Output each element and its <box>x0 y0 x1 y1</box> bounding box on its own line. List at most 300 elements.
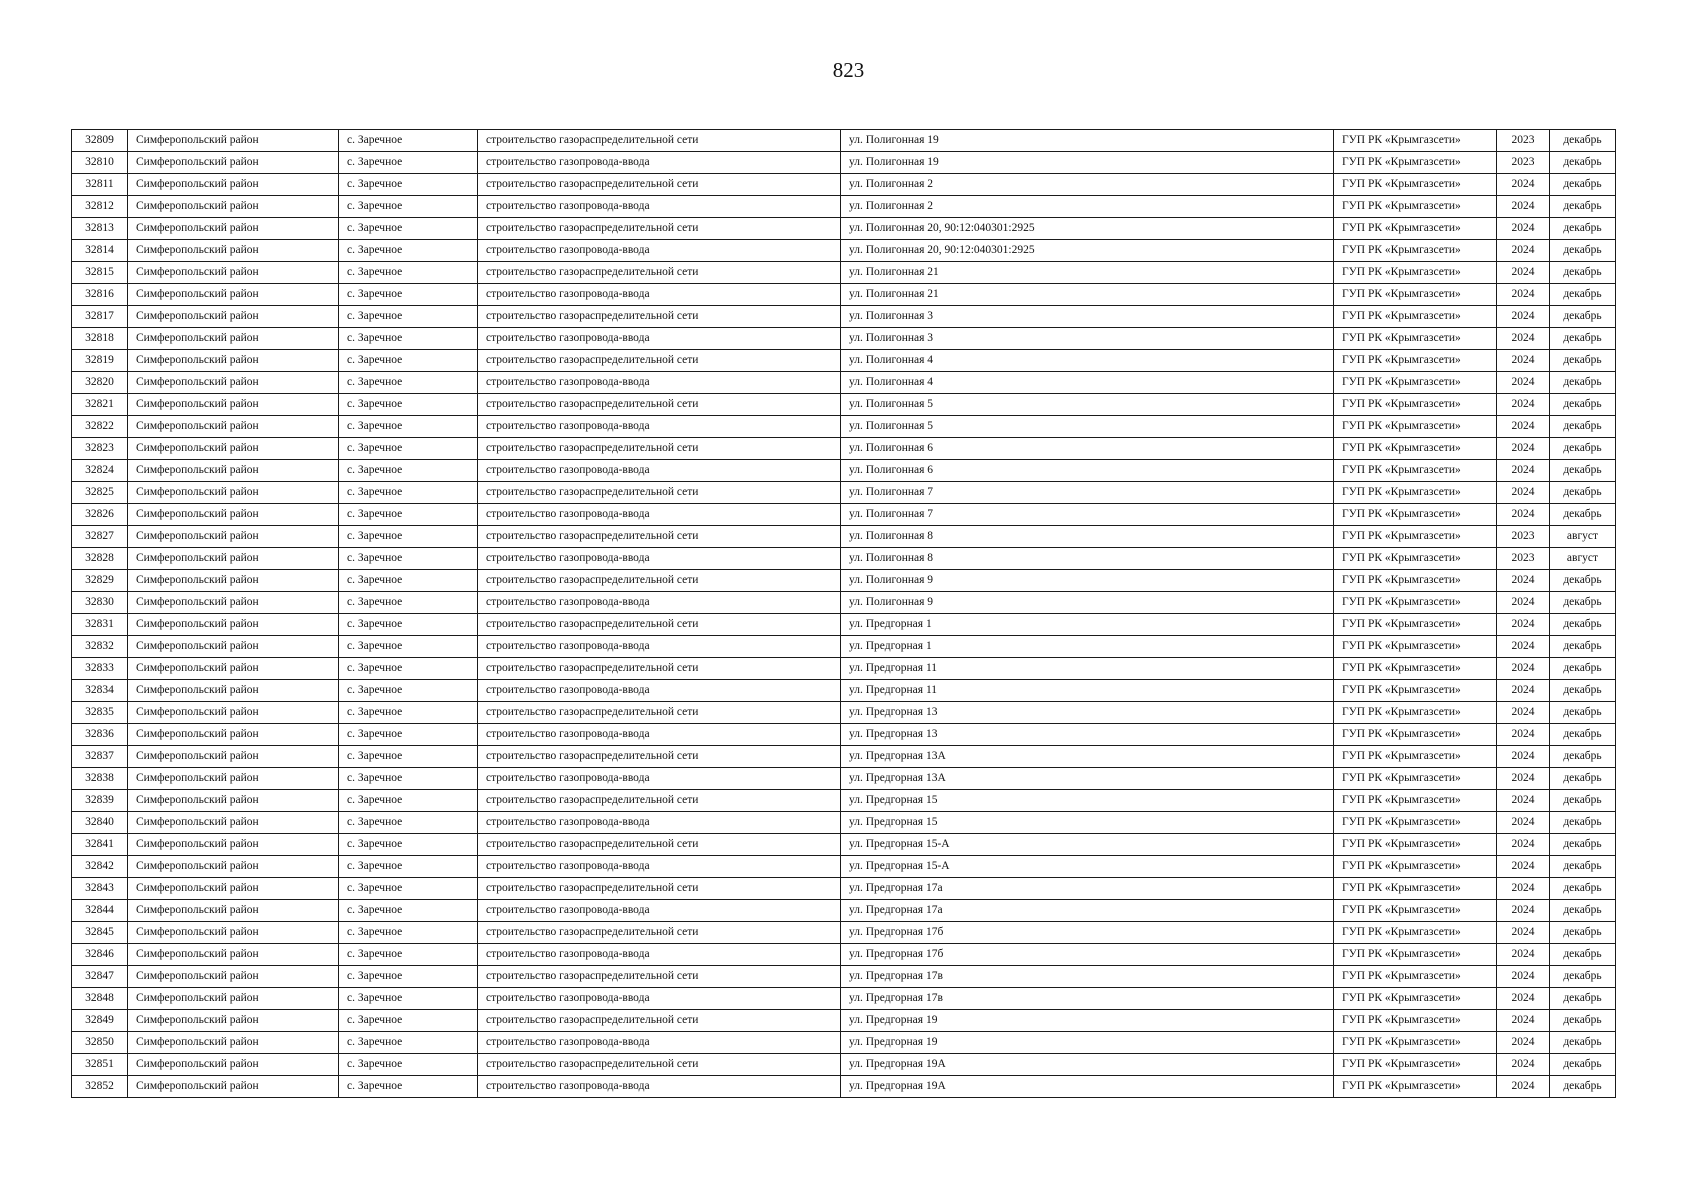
record-number-cell: 32831 <box>72 614 128 636</box>
work-type-cell: строительство газораспределительной сети <box>478 702 841 724</box>
year-cell: 2024 <box>1497 658 1550 680</box>
contractor-cell: ГУП РК «Крымгазсети» <box>1334 130 1497 152</box>
settlement-cell: с. Заречное <box>339 372 478 394</box>
settlement-cell: с. Заречное <box>339 350 478 372</box>
district-cell: Симферопольский район <box>128 614 339 636</box>
work-type-cell: строительство газопровода-ввода <box>478 504 841 526</box>
month-cell: декабрь <box>1550 240 1616 262</box>
record-number-cell: 32817 <box>72 306 128 328</box>
month-cell: декабрь <box>1550 900 1616 922</box>
address-cell: ул. Предгорная 1 <box>841 636 1334 658</box>
district-cell: Симферопольский район <box>128 988 339 1010</box>
record-number-cell: 32848 <box>72 988 128 1010</box>
settlement-cell: с. Заречное <box>339 174 478 196</box>
address-cell: ул. Полигонная 7 <box>841 482 1334 504</box>
address-cell: ул. Полигонная 6 <box>841 438 1334 460</box>
contractor-cell: ГУП РК «Крымгазсети» <box>1334 812 1497 834</box>
contractor-cell: ГУП РК «Крымгазсети» <box>1334 680 1497 702</box>
month-cell: декабрь <box>1550 438 1616 460</box>
table-row <box>72 790 1616 812</box>
contractor-cell: ГУП РК «Крымгазсети» <box>1334 372 1497 394</box>
contractor-cell: ГУП РК «Крымгазсети» <box>1334 328 1497 350</box>
year-cell: 2024 <box>1497 570 1550 592</box>
year-cell: 2024 <box>1497 680 1550 702</box>
month-cell: декабрь <box>1550 130 1616 152</box>
record-number-cell: 32820 <box>72 372 128 394</box>
month-cell: декабрь <box>1550 636 1616 658</box>
address-cell: ул. Предгорная 19А <box>841 1076 1334 1098</box>
month-cell: декабрь <box>1550 680 1616 702</box>
address-cell: ул. Предгорная 15 <box>841 812 1334 834</box>
month-cell: декабрь <box>1550 768 1616 790</box>
contractor-cell: ГУП РК «Крымгазсети» <box>1334 152 1497 174</box>
year-cell: 2024 <box>1497 834 1550 856</box>
record-number-cell: 32825 <box>72 482 128 504</box>
month-cell: декабрь <box>1550 1010 1616 1032</box>
contractor-cell: ГУП РК «Крымгазсети» <box>1334 482 1497 504</box>
year-cell: 2023 <box>1497 548 1550 570</box>
district-cell: Симферопольский район <box>128 812 339 834</box>
work-type-cell: строительство газораспределительной сети <box>478 1010 841 1032</box>
address-cell: ул. Полигонная 20, 90:12:040301:2925 <box>841 240 1334 262</box>
settlement-cell: с. Заречное <box>339 526 478 548</box>
contractor-cell: ГУП РК «Крымгазсети» <box>1334 526 1497 548</box>
district-cell: Симферопольский район <box>128 966 339 988</box>
year-cell: 2024 <box>1497 944 1550 966</box>
address-cell: ул. Полигонная 4 <box>841 372 1334 394</box>
record-number-cell: 32834 <box>72 680 128 702</box>
table-row <box>72 394 1616 416</box>
year-cell: 2024 <box>1497 416 1550 438</box>
address-cell: ул. Полигонная 21 <box>841 284 1334 306</box>
district-cell: Симферопольский район <box>128 284 339 306</box>
settlement-cell: с. Заречное <box>339 548 478 570</box>
settlement-cell: с. Заречное <box>339 218 478 240</box>
address-cell: ул. Полигонная 4 <box>841 350 1334 372</box>
work-type-cell: строительство газопровода-ввода <box>478 944 841 966</box>
record-number-cell: 32829 <box>72 570 128 592</box>
district-cell: Симферопольский район <box>128 240 339 262</box>
settlement-cell: с. Заречное <box>339 790 478 812</box>
table-row <box>72 614 1616 636</box>
month-cell: декабрь <box>1550 416 1616 438</box>
table-row <box>72 570 1616 592</box>
month-cell: декабрь <box>1550 394 1616 416</box>
contractor-cell: ГУП РК «Крымгазсети» <box>1334 746 1497 768</box>
address-cell: ул. Предгорная 15-А <box>841 834 1334 856</box>
work-type-cell: строительство газопровода-ввода <box>478 284 841 306</box>
table-row <box>72 1076 1616 1098</box>
settlement-cell: с. Заречное <box>339 1054 478 1076</box>
address-cell: ул. Предгорная 15-А <box>841 856 1334 878</box>
contractor-cell: ГУП РК «Крымгазсети» <box>1334 988 1497 1010</box>
district-cell: Симферопольский район <box>128 922 339 944</box>
record-number-cell: 32828 <box>72 548 128 570</box>
year-cell: 2024 <box>1497 724 1550 746</box>
table-row <box>72 372 1616 394</box>
settlement-cell: с. Заречное <box>339 130 478 152</box>
contractor-cell: ГУП РК «Крымгазсети» <box>1334 702 1497 724</box>
month-cell: декабрь <box>1550 482 1616 504</box>
settlement-cell: с. Заречное <box>339 1032 478 1054</box>
registry-table-body <box>72 130 1616 1098</box>
settlement-cell: с. Заречное <box>339 834 478 856</box>
address-cell: ул. Полигонная 21 <box>841 262 1334 284</box>
work-type-cell: строительство газопровода-ввода <box>478 548 841 570</box>
year-cell: 2024 <box>1497 856 1550 878</box>
record-number-cell: 32836 <box>72 724 128 746</box>
work-type-cell: строительство газораспределительной сети <box>478 834 841 856</box>
work-type-cell: строительство газопровода-ввода <box>478 372 841 394</box>
address-cell: ул. Полигонная 2 <box>841 196 1334 218</box>
work-type-cell: строительство газораспределительной сети <box>478 746 841 768</box>
year-cell: 2024 <box>1497 482 1550 504</box>
contractor-cell: ГУП РК «Крымгазсети» <box>1334 1076 1497 1098</box>
settlement-cell: с. Заречное <box>339 944 478 966</box>
month-cell: декабрь <box>1550 658 1616 680</box>
address-cell: ул. Предгорная 19А <box>841 1054 1334 1076</box>
table-row <box>72 922 1616 944</box>
month-cell: декабрь <box>1550 570 1616 592</box>
month-cell: декабрь <box>1550 724 1616 746</box>
district-cell: Симферопольский район <box>128 944 339 966</box>
settlement-cell: с. Заречное <box>339 570 478 592</box>
address-cell: ул. Полигонная 5 <box>841 416 1334 438</box>
contractor-cell: ГУП РК «Крымгазсети» <box>1334 834 1497 856</box>
work-type-cell: строительство газопровода-ввода <box>478 900 841 922</box>
year-cell: 2024 <box>1497 1010 1550 1032</box>
month-cell: декабрь <box>1550 746 1616 768</box>
month-cell: декабрь <box>1550 174 1616 196</box>
contractor-cell: ГУП РК «Крымгазсети» <box>1334 284 1497 306</box>
month-cell: декабрь <box>1550 1054 1616 1076</box>
year-cell: 2024 <box>1497 790 1550 812</box>
district-cell: Симферопольский район <box>128 548 339 570</box>
settlement-cell: с. Заречное <box>339 504 478 526</box>
year-cell: 2024 <box>1497 504 1550 526</box>
table-row <box>72 350 1616 372</box>
table-row <box>72 130 1616 152</box>
settlement-cell: с. Заречное <box>339 196 478 218</box>
district-cell: Симферопольский район <box>128 152 339 174</box>
settlement-cell: с. Заречное <box>339 658 478 680</box>
work-type-cell: строительство газопровода-ввода <box>478 680 841 702</box>
table-row <box>72 658 1616 680</box>
settlement-cell: с. Заречное <box>339 724 478 746</box>
record-number-cell: 32816 <box>72 284 128 306</box>
year-cell: 2023 <box>1497 526 1550 548</box>
district-cell: Симферопольский район <box>128 306 339 328</box>
record-number-cell: 32815 <box>72 262 128 284</box>
contractor-cell: ГУП РК «Крымгазсети» <box>1334 196 1497 218</box>
month-cell: декабрь <box>1550 592 1616 614</box>
table-row <box>72 1054 1616 1076</box>
table-row <box>72 1010 1616 1032</box>
year-cell: 2023 <box>1497 152 1550 174</box>
year-cell: 2024 <box>1497 262 1550 284</box>
contractor-cell: ГУП РК «Крымгазсети» <box>1334 768 1497 790</box>
work-type-cell: строительство газопровода-ввода <box>478 152 841 174</box>
work-type-cell: строительство газопровода-ввода <box>478 988 841 1010</box>
district-cell: Симферопольский район <box>128 372 339 394</box>
settlement-cell: с. Заречное <box>339 152 478 174</box>
work-type-cell: строительство газораспределительной сети <box>478 1054 841 1076</box>
year-cell: 2024 <box>1497 922 1550 944</box>
district-cell: Симферопольский район <box>128 900 339 922</box>
work-type-cell: строительство газопровода-ввода <box>478 196 841 218</box>
record-number-cell: 32835 <box>72 702 128 724</box>
month-cell: декабрь <box>1550 284 1616 306</box>
settlement-cell: с. Заречное <box>339 284 478 306</box>
address-cell: ул. Предгорная 17в <box>841 988 1334 1010</box>
address-cell: ул. Полигонная 7 <box>841 504 1334 526</box>
month-cell: август <box>1550 526 1616 548</box>
month-cell: декабрь <box>1550 218 1616 240</box>
month-cell: декабрь <box>1550 196 1616 218</box>
district-cell: Симферопольский район <box>128 702 339 724</box>
month-cell: декабрь <box>1550 152 1616 174</box>
contractor-cell: ГУП РК «Крымгазсети» <box>1334 1010 1497 1032</box>
work-type-cell: строительство газораспределительной сети <box>478 526 841 548</box>
table-row <box>72 944 1616 966</box>
year-cell: 2024 <box>1497 174 1550 196</box>
record-number-cell: 32819 <box>72 350 128 372</box>
table-row <box>72 438 1616 460</box>
month-cell: декабрь <box>1550 504 1616 526</box>
month-cell: декабрь <box>1550 812 1616 834</box>
address-cell: ул. Предгорная 13А <box>841 768 1334 790</box>
table-row <box>72 504 1616 526</box>
address-cell: ул. Предгорная 17а <box>841 878 1334 900</box>
month-cell: декабрь <box>1550 306 1616 328</box>
settlement-cell: с. Заречное <box>339 1010 478 1032</box>
contractor-cell: ГУП РК «Крымгазсети» <box>1334 724 1497 746</box>
contractor-cell: ГУП РК «Крымгазсети» <box>1334 570 1497 592</box>
contractor-cell: ГУП РК «Крымгазсети» <box>1334 218 1497 240</box>
work-type-cell: строительство газораспределительной сети <box>478 394 841 416</box>
settlement-cell: с. Заречное <box>339 878 478 900</box>
district-cell: Симферопольский район <box>128 790 339 812</box>
address-cell: ул. Полигонная 3 <box>841 328 1334 350</box>
contractor-cell: ГУП РК «Крымгазсети» <box>1334 416 1497 438</box>
settlement-cell: с. Заречное <box>339 416 478 438</box>
district-cell: Симферопольский район <box>128 350 339 372</box>
table-row <box>72 262 1616 284</box>
month-cell: декабрь <box>1550 350 1616 372</box>
month-cell: август <box>1550 548 1616 570</box>
table-row <box>72 284 1616 306</box>
table-row <box>72 548 1616 570</box>
work-type-cell: строительство газораспределительной сети <box>478 262 841 284</box>
settlement-cell: с. Заречное <box>339 482 478 504</box>
address-cell: ул. Предгорная 13 <box>841 702 1334 724</box>
table-row <box>72 680 1616 702</box>
table-row <box>72 966 1616 988</box>
work-type-cell: строительство газораспределительной сети <box>478 306 841 328</box>
address-cell: ул. Предгорная 13 <box>841 724 1334 746</box>
contractor-cell: ГУП РК «Крымгазсети» <box>1334 856 1497 878</box>
year-cell: 2024 <box>1497 350 1550 372</box>
record-number-cell: 32837 <box>72 746 128 768</box>
month-cell: декабрь <box>1550 614 1616 636</box>
month-cell: декабрь <box>1550 328 1616 350</box>
record-number-cell: 32846 <box>72 944 128 966</box>
address-cell: ул. Предгорная 19 <box>841 1032 1334 1054</box>
district-cell: Симферопольский район <box>128 174 339 196</box>
district-cell: Симферопольский район <box>128 1054 339 1076</box>
table-row <box>72 636 1616 658</box>
settlement-cell: с. Заречное <box>339 394 478 416</box>
table-row <box>72 900 1616 922</box>
month-cell: декабрь <box>1550 1076 1616 1098</box>
work-type-cell: строительство газораспределительной сети <box>478 658 841 680</box>
settlement-cell: с. Заречное <box>339 438 478 460</box>
year-cell: 2024 <box>1497 372 1550 394</box>
district-cell: Симферопольский район <box>128 526 339 548</box>
contractor-cell: ГУП РК «Крымгазсети» <box>1334 306 1497 328</box>
work-type-cell: строительство газораспределительной сети <box>478 218 841 240</box>
address-cell: ул. Полигонная 19 <box>841 130 1334 152</box>
district-cell: Симферопольский район <box>128 460 339 482</box>
work-type-cell: строительство газораспределительной сети <box>478 878 841 900</box>
district-cell: Симферопольский район <box>128 1010 339 1032</box>
address-cell: ул. Полигонная 5 <box>841 394 1334 416</box>
settlement-cell: с. Заречное <box>339 636 478 658</box>
settlement-cell: с. Заречное <box>339 614 478 636</box>
registry-table <box>71 129 1616 1098</box>
record-number-cell: 32845 <box>72 922 128 944</box>
district-cell: Симферопольский район <box>128 746 339 768</box>
table-row <box>72 152 1616 174</box>
month-cell: декабрь <box>1550 878 1616 900</box>
settlement-cell: с. Заречное <box>339 592 478 614</box>
district-cell: Симферопольский район <box>128 658 339 680</box>
district-cell: Симферопольский район <box>128 416 339 438</box>
settlement-cell: с. Заречное <box>339 922 478 944</box>
record-number-cell: 32826 <box>72 504 128 526</box>
contractor-cell: ГУП РК «Крымгазсети» <box>1334 174 1497 196</box>
contractor-cell: ГУП РК «Крымгазсети» <box>1334 900 1497 922</box>
address-cell: ул. Полигонная 20, 90:12:040301:2925 <box>841 218 1334 240</box>
contractor-cell: ГУП РК «Крымгазсети» <box>1334 262 1497 284</box>
year-cell: 2024 <box>1497 900 1550 922</box>
district-cell: Симферопольский район <box>128 592 339 614</box>
settlement-cell: с. Заречное <box>339 856 478 878</box>
contractor-cell: ГУП РК «Крымгазсети» <box>1334 592 1497 614</box>
year-cell: 2024 <box>1497 1054 1550 1076</box>
year-cell: 2024 <box>1497 328 1550 350</box>
district-cell: Симферопольский район <box>128 218 339 240</box>
record-number-cell: 32813 <box>72 218 128 240</box>
address-cell: ул. Полигонная 3 <box>841 306 1334 328</box>
year-cell: 2024 <box>1497 812 1550 834</box>
work-type-cell: строительство газопровода-ввода <box>478 240 841 262</box>
contractor-cell: ГУП РК «Крымгазсети» <box>1334 878 1497 900</box>
district-cell: Симферопольский район <box>128 834 339 856</box>
table-row <box>72 174 1616 196</box>
record-number-cell: 32814 <box>72 240 128 262</box>
month-cell: декабрь <box>1550 702 1616 724</box>
record-number-cell: 32832 <box>72 636 128 658</box>
district-cell: Симферопольский район <box>128 130 339 152</box>
district-cell: Симферопольский район <box>128 438 339 460</box>
address-cell: ул. Предгорная 1 <box>841 614 1334 636</box>
address-cell: ул. Предгорная 13А <box>841 746 1334 768</box>
year-cell: 2024 <box>1497 768 1550 790</box>
district-cell: Симферопольский район <box>128 1076 339 1098</box>
record-number-cell: 32830 <box>72 592 128 614</box>
address-cell: ул. Полигонная 8 <box>841 548 1334 570</box>
table-row <box>72 988 1616 1010</box>
month-cell: декабрь <box>1550 834 1616 856</box>
year-cell: 2024 <box>1497 614 1550 636</box>
settlement-cell: с. Заречное <box>339 262 478 284</box>
work-type-cell: строительство газораспределительной сети <box>478 570 841 592</box>
district-cell: Симферопольский район <box>128 196 339 218</box>
table-row <box>72 724 1616 746</box>
contractor-cell: ГУП РК «Крымгазсети» <box>1334 1054 1497 1076</box>
district-cell: Симферопольский район <box>128 262 339 284</box>
table-row <box>72 812 1616 834</box>
month-cell: декабрь <box>1550 1032 1616 1054</box>
year-cell: 2024 <box>1497 438 1550 460</box>
table-row <box>72 1032 1616 1054</box>
address-cell: ул. Предгорная 11 <box>841 680 1334 702</box>
contractor-cell: ГУП РК «Крымгазсети» <box>1334 460 1497 482</box>
record-number-cell: 32818 <box>72 328 128 350</box>
year-cell: 2024 <box>1497 218 1550 240</box>
district-cell: Симферопольский район <box>128 504 339 526</box>
work-type-cell: строительство газопровода-ввода <box>478 416 841 438</box>
settlement-cell: с. Заречное <box>339 702 478 724</box>
year-cell: 2024 <box>1497 1076 1550 1098</box>
table-row <box>72 592 1616 614</box>
address-cell: ул. Полигонная 9 <box>841 570 1334 592</box>
district-cell: Симферопольский район <box>128 394 339 416</box>
record-number-cell: 32822 <box>72 416 128 438</box>
contractor-cell: ГУП РК «Крымгазсети» <box>1334 548 1497 570</box>
table-row <box>72 196 1616 218</box>
contractor-cell: ГУП РК «Крымгазсети» <box>1334 658 1497 680</box>
table-row <box>72 218 1616 240</box>
address-cell: ул. Предгорная 17а <box>841 900 1334 922</box>
record-number-cell: 32810 <box>72 152 128 174</box>
record-number-cell: 32841 <box>72 834 128 856</box>
district-cell: Симферопольский район <box>128 1032 339 1054</box>
record-number-cell: 32811 <box>72 174 128 196</box>
record-number-cell: 32840 <box>72 812 128 834</box>
year-cell: 2024 <box>1497 988 1550 1010</box>
contractor-cell: ГУП РК «Крымгазсети» <box>1334 350 1497 372</box>
work-type-cell: строительство газораспределительной сети <box>478 922 841 944</box>
contractor-cell: ГУП РК «Крымгазсети» <box>1334 944 1497 966</box>
record-number-cell: 32821 <box>72 394 128 416</box>
year-cell: 2024 <box>1497 1032 1550 1054</box>
record-number-cell: 32827 <box>72 526 128 548</box>
table-row <box>72 460 1616 482</box>
table-row <box>72 240 1616 262</box>
district-cell: Симферопольский район <box>128 482 339 504</box>
settlement-cell: с. Заречное <box>339 900 478 922</box>
table-row <box>72 482 1616 504</box>
table-row <box>72 834 1616 856</box>
settlement-cell: с. Заречное <box>339 680 478 702</box>
work-type-cell: строительство газопровода-ввода <box>478 592 841 614</box>
address-cell: ул. Полигонная 2 <box>841 174 1334 196</box>
settlement-cell: с. Заречное <box>339 988 478 1010</box>
record-number-cell: 32852 <box>72 1076 128 1098</box>
contractor-cell: ГУП РК «Крымгазсети» <box>1334 438 1497 460</box>
